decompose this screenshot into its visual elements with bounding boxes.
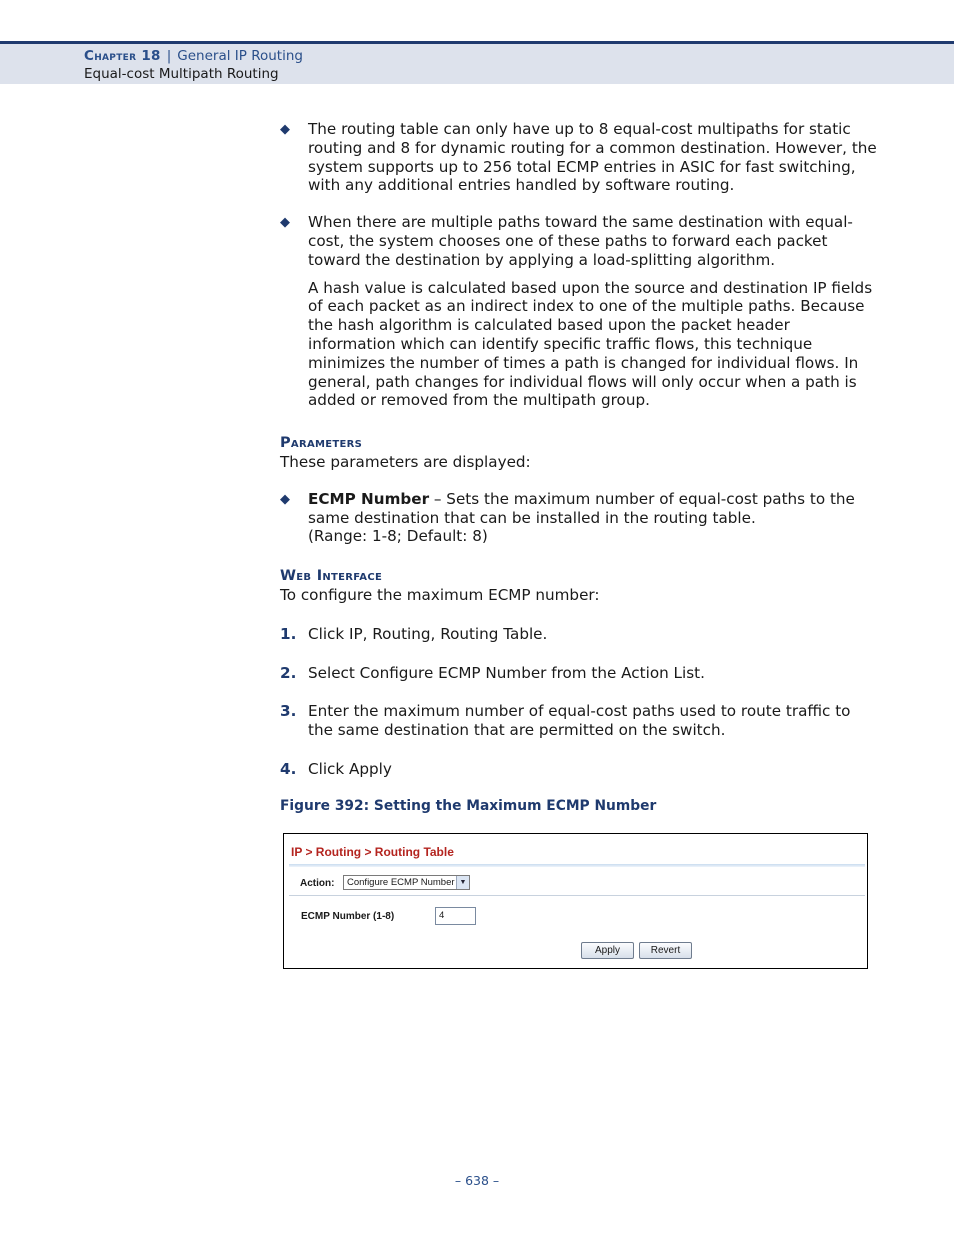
page-header <box>0 41 954 84</box>
chapter-title: General IP Routing <box>177 48 303 64</box>
parameters-intro: These parameters are displayed: <box>280 452 531 471</box>
revert-button[interactable]: Revert <box>639 942 692 959</box>
step-item <box>280 625 880 644</box>
section-title: Equal-cost Multipath Routing <box>84 66 279 82</box>
title-divider <box>289 864 865 867</box>
step-number: 1. <box>280 624 297 643</box>
bullet-paragraph: A hash value is calculated based upon the source and destination IP fields of each packet as an indirect index to one of the multiple paths. Because the hash algorithm is calculated based upon the packet header information which can identify specific traffic flows, this technique minimizes the number of times a path is changed for individual flows. In general, path changes for individual flows will only occur when a path is added or removed from the multipath group. <box>308 278 873 410</box>
step-number: 2. <box>280 663 297 682</box>
row-divider <box>289 895 865 896</box>
diamond-bullet-icon: ◆ <box>280 215 290 231</box>
ecmp-number-label: ECMP Number (1-8) <box>301 911 395 922</box>
bullet-text: When there are multiple paths toward the same destination with equal-cost, the system chooses one of these paths to forward each packet toward the destination by applying a load-splitting algorithm. <box>308 213 853 269</box>
chevron-down-icon[interactable]: ▼ <box>456 876 469 889</box>
main-content <box>280 120 880 816</box>
step-item <box>280 702 880 740</box>
page-number: – 638 – <box>454 1173 500 1188</box>
bullet-item <box>280 213 880 269</box>
step-item <box>280 664 880 683</box>
figure-caption: Figure 392: Setting the Maximum ECMP Number <box>280 797 657 814</box>
parameters-heading: Parameters <box>280 435 363 452</box>
step-text: Select Configure ECMP Number from the Action List. <box>308 663 705 682</box>
step-number: 3. <box>280 702 297 721</box>
action-select-value: Configure ECMP Number <box>347 877 455 888</box>
diamond-bullet-icon: ◆ <box>280 122 290 137</box>
web-interface-intro: To configure the maximum ECMP number: <box>280 585 600 604</box>
chapter-line <box>84 48 303 64</box>
step-text: Enter the maximum number of equal-cost paths used to route traffic to the same destination that are permitted on the switch. <box>308 702 851 740</box>
step-item <box>280 760 880 779</box>
ecmp-number-input[interactable]: 4 <box>435 907 476 925</box>
header-separator: | <box>166 48 172 64</box>
step-text: Click Apply <box>308 759 392 778</box>
step-number: 4. <box>280 759 297 778</box>
step-text: Click IP, Routing, Routing Table. <box>308 624 548 643</box>
parameter-description: – Sets the maximum number of equal-cost paths to the same destination that can be installed in the routing table. <box>308 489 855 527</box>
figure-breadcrumb: IP > Routing > Routing Table <box>291 845 454 859</box>
apply-button[interactable]: Apply <box>581 942 634 959</box>
bullet-text: The routing table can only have up to 8 equal-cost multipaths for static routing and 8 for dynamic routing for a common destination. However, the system supports up to 256 total ECMP entries in ASIC for fast switching, with any additional entries handled by software routing. <box>308 120 877 195</box>
parameter-item <box>280 490 880 546</box>
bullet-item <box>280 120 880 195</box>
diamond-bullet-icon: ◆ <box>280 491 290 507</box>
figure-screenshot <box>283 833 868 969</box>
web-interface-heading: Web Interface <box>280 568 383 585</box>
parameter-term: ECMP Number <box>308 489 430 508</box>
parameter-range: (Range: 1-8; Default: 8) <box>308 527 488 546</box>
action-select[interactable] <box>343 875 470 890</box>
action-label: Action: <box>300 878 335 889</box>
chapter-label: Chapter 18 <box>84 48 161 64</box>
